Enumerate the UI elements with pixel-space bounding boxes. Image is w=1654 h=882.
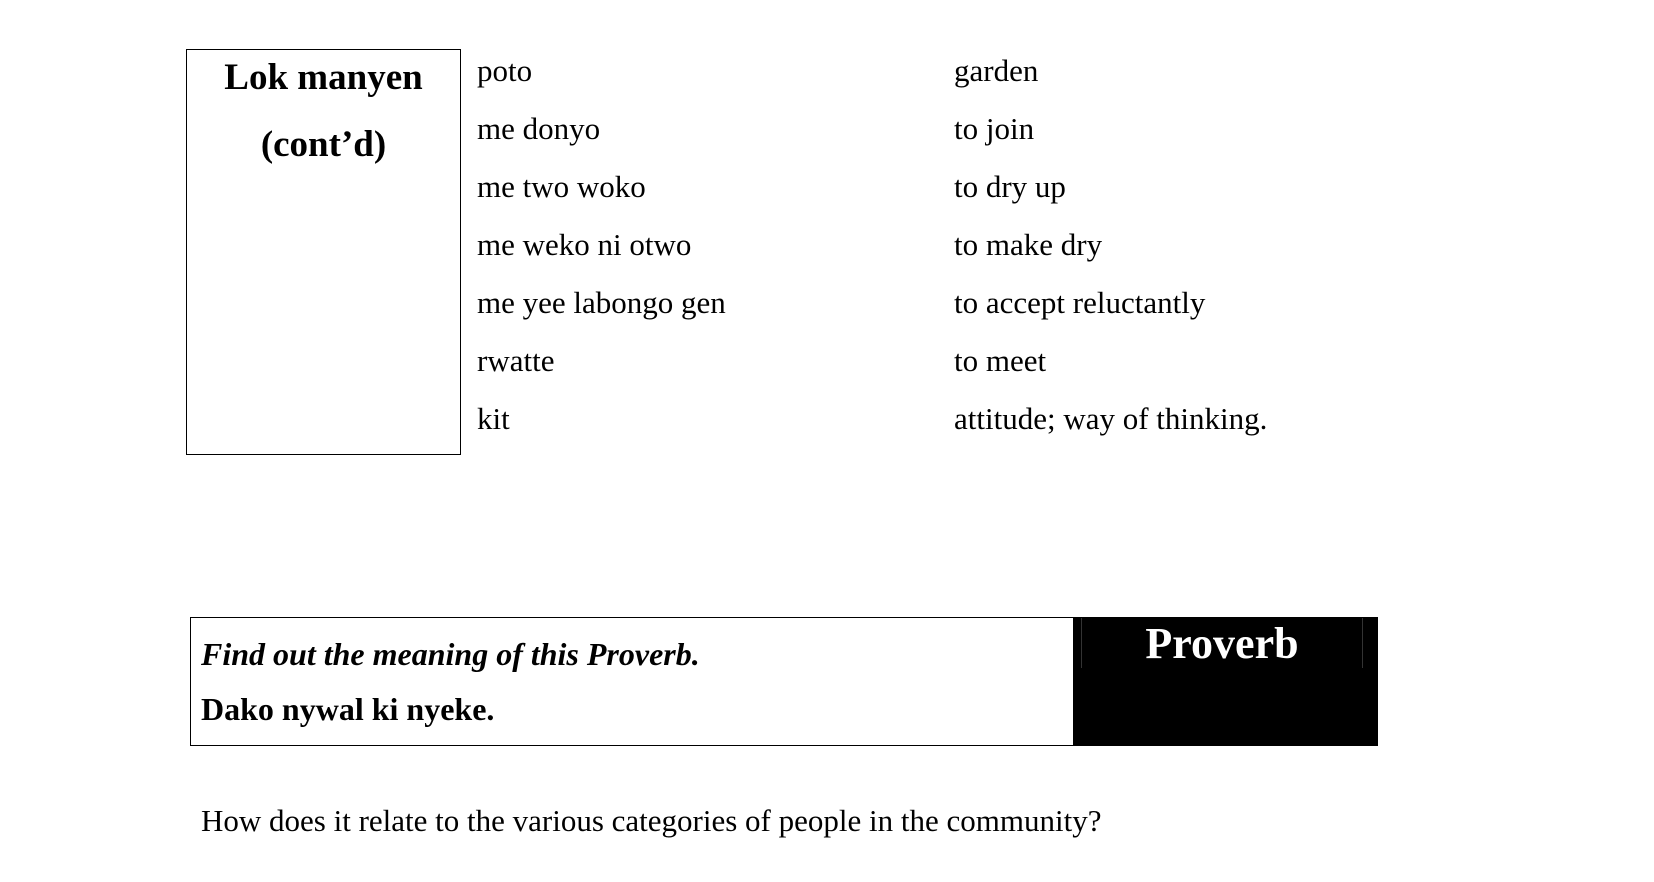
- vocabulary-entry: [477, 224, 1377, 282]
- vocabulary-heading-line1: Lok manyen: [224, 57, 423, 98]
- proverb-saying: Dako nywal ki nyeke.: [201, 691, 495, 727]
- vocabulary-meaning: to make dry: [954, 227, 1103, 262]
- vocabulary-meaning: to meet: [954, 343, 1047, 378]
- proverb-instruction: Find out the meaning of this Proverb.: [201, 636, 700, 672]
- vocabulary-term: poto: [477, 53, 533, 88]
- vocabulary-heading-line2: (cont’d): [260, 124, 387, 165]
- vocabulary-term: me weko ni otwo: [477, 227, 692, 262]
- proverb-box: [190, 617, 1378, 746]
- vocabulary-entry: [477, 282, 1377, 340]
- proverb-tag-label: Proverb: [1145, 619, 1299, 668]
- vocabulary-list: [477, 50, 1377, 456]
- vocabulary-meaning: to accept reluctantly: [954, 285, 1206, 320]
- vocabulary-heading-box: [186, 49, 461, 455]
- vocabulary-term: rwatte: [477, 343, 555, 378]
- proverb-tag: [1073, 618, 1377, 745]
- vocabulary-entry: [477, 166, 1377, 224]
- vocabulary-entry: [477, 50, 1377, 108]
- vocabulary-term: me two woko: [477, 169, 646, 204]
- discussion-question: How does it relate to the various categories of people in the community?: [201, 803, 1102, 838]
- vocabulary-entry: [477, 108, 1377, 166]
- vocabulary-entry: [477, 398, 1377, 456]
- vocabulary-term: me yee labongo gen: [477, 285, 726, 320]
- proverb-tag-frame: [1081, 618, 1363, 668]
- vocabulary-term: me donyo: [477, 111, 601, 146]
- vocabulary-meaning: to join: [954, 111, 1035, 146]
- vocabulary-meaning: to dry up: [954, 169, 1066, 204]
- vocabulary-meaning: garden: [954, 53, 1039, 88]
- vocabulary-meaning: attitude; way of thinking.: [954, 401, 1268, 436]
- vocabulary-term: kit: [477, 401, 510, 436]
- vocabulary-entry: [477, 340, 1377, 398]
